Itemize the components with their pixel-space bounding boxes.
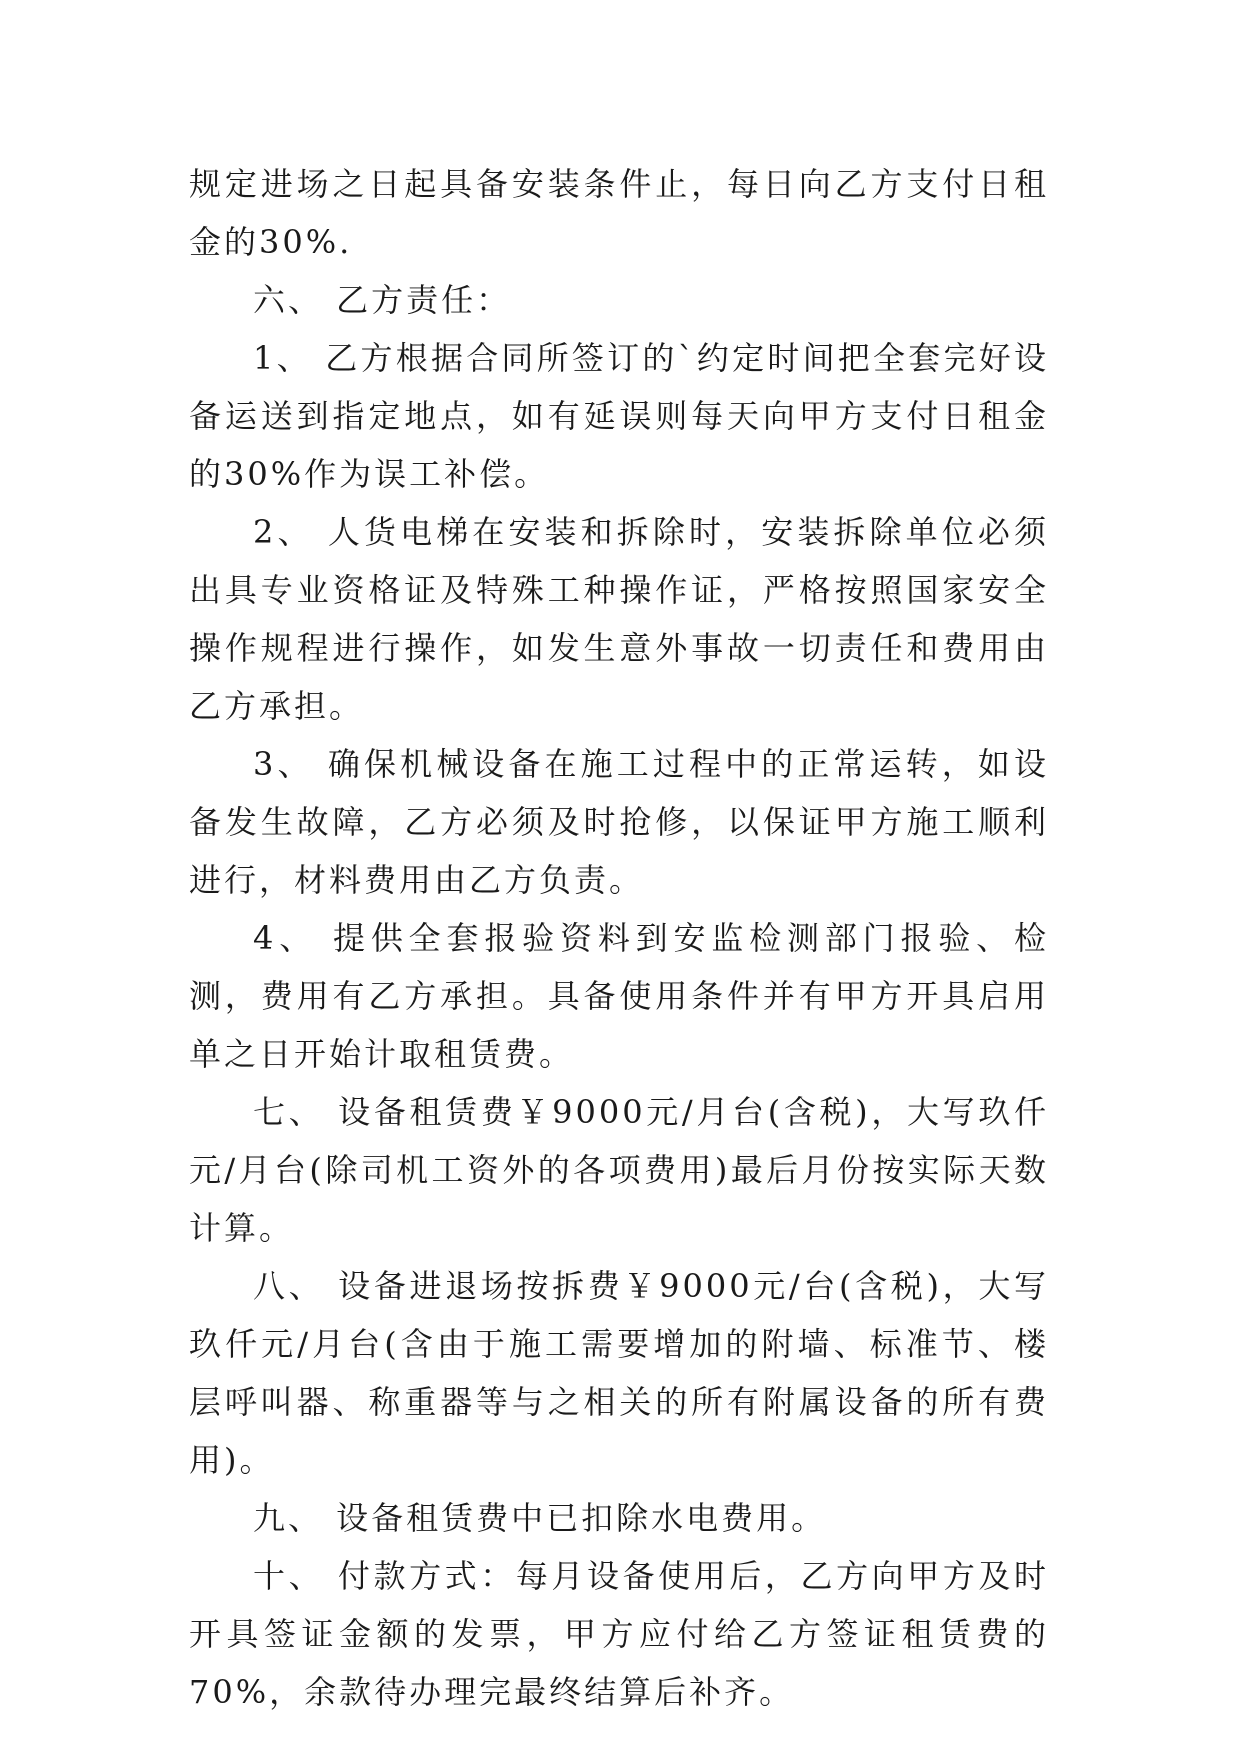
clause-1-delivery: 1、 乙方根据合同所签订的`约定时间把全套完好设备运送到指定地点，如有延误则每天向甲方支付日租金的30%作为误工补偿。 [189, 339, 1049, 493]
document-body [189, 155, 1049, 1721]
paragraph-continuation: 规定进场之日起具备安装条件止，每日向乙方支付日租金的30%. [189, 165, 1049, 261]
section-9-utilities: 九、 设备租赁费中已扣除水电费用。 [253, 1499, 827, 1537]
section-8-entry-exit-fee: 八、 设备进退场按拆费￥9000元/台(含税)，大写玖仟元/月台(含由于施工需要增加的附墙、标准节、楼层呼叫器、称重器等与之相关的所有附属设备的所有费用)。 [189, 1267, 1049, 1479]
section-heading-party-b-duties: 六、 乙方责任： [253, 281, 512, 319]
clause-4-inspection: 4、 提供全套报验资料到安监检测部门报验、检测，费用有乙方承担。具备使用条件并有甲方开具启用单之日开始计取租赁费。 [189, 919, 1049, 1073]
section-7-rental-fee: 七、 设备租赁费￥9000元/月台(含税)，大写玖仟元/月台(除司机工资外的各项费用)最后月份按实际天数计算。 [189, 1093, 1049, 1247]
section-10-payment: 十、 付款方式：每月设备使用后，乙方向甲方及时开具签证金额的发票，甲方应付给乙方签证租赁费的70%，余款待办理完最终结算后补齐。 [189, 1557, 1049, 1711]
clause-2-installation: 2、 人货电梯在安装和拆除时，安装拆除单位必须出具专业资格证及特殊工种操作证，严格按照国家安全操作规程进行操作，如发生意外事故一切责任和费用由乙方承担。 [189, 513, 1049, 725]
clause-3-maintenance: 3、 确保机械设备在施工过程中的正常运转，如设备发生故障，乙方必须及时抢修，以保证甲方施工顺利进行，材料费用由乙方负责。 [189, 745, 1049, 899]
